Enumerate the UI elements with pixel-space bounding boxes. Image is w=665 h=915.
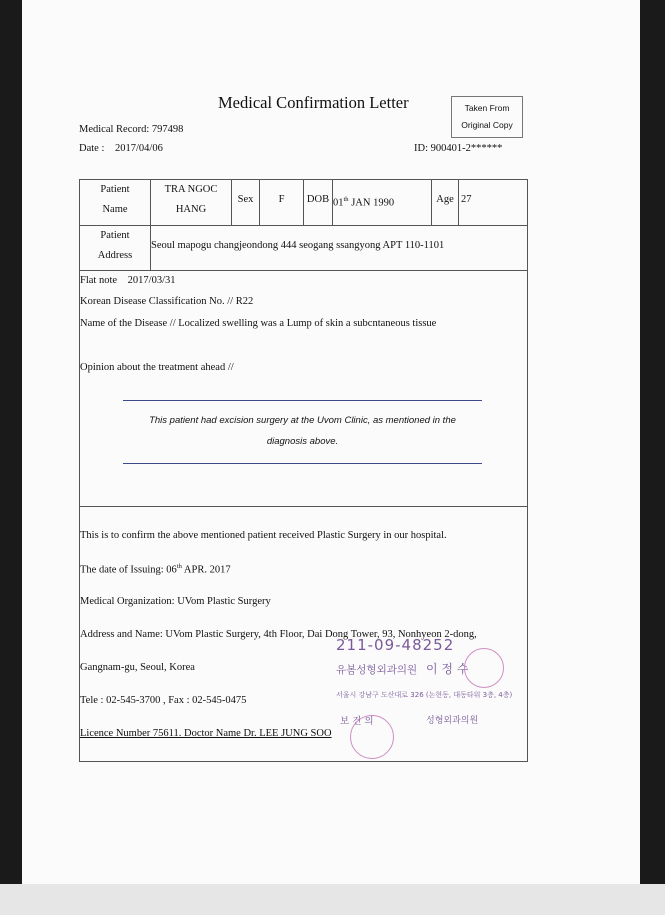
medical-record [79, 124, 183, 135]
date-label: Date : [79, 143, 105, 154]
divider-col-age [458, 179, 459, 225]
patient-address: Seoul mapogu changjeondong 444 seogang ssangyong APT 110-1101 [151, 240, 445, 251]
document-date [79, 143, 163, 154]
issue-date-label: The date of Issuing: 06 [80, 564, 177, 576]
viewer-bottom-bar [0, 884, 665, 915]
sex-value: F [278, 194, 285, 205]
id-value: 900401-2****** [430, 143, 503, 154]
dob-value [333, 190, 405, 214]
dob-day: 01 [333, 197, 344, 209]
divider-row-2 [79, 270, 528, 271]
patient-name-label-line2: Name [102, 204, 128, 215]
document-title: Medical Confirmation Letter [218, 93, 409, 112]
stamp-footer-right: 성형외과의원 [426, 716, 479, 726]
patient-name-line2: HANG [175, 204, 207, 215]
patient-address-label-line1: Patient [100, 230, 130, 241]
copy-stamp-line1: Taken From [464, 103, 510, 113]
stamp-footer-left: 보 건 의 [340, 716, 374, 727]
patient-id [414, 143, 502, 154]
issue-date-suffix: th [176, 563, 182, 570]
licence-doctor: Licence Number 75611. Doctor Name Dr. LEE JUNG SOO [80, 728, 332, 739]
flat-note-value: 2017/03/31 [127, 275, 176, 286]
clinic-address-line1: Address and Name: UVom Plastic Surgery, 4th Floor, Dai Dong Tower, 93, Nonhyeon 2-dong, [80, 629, 477, 640]
issue-date-rest: APR. 2017 [183, 564, 231, 576]
disease-name: Name of the Disease // Localized swelling was a Lump of skin a subcntaneous tissue [80, 318, 437, 329]
medical-organization: Medical Organization: UVom Plastic Surgery [80, 596, 271, 607]
medical-record-value: 797498 [151, 124, 184, 135]
clinic-contact: Tele : 02-545-3700 , Fax : 02-545-0475 [80, 695, 247, 706]
opinion-bottom-rule [123, 463, 482, 464]
age-label: Age [436, 194, 454, 205]
issue-date [80, 563, 231, 576]
dob-label: DOB [306, 194, 330, 205]
director-seal-icon [464, 648, 504, 688]
copy-stamp-line2: Original Copy [461, 120, 513, 130]
stamp-director-korean: 이 정 수 [426, 662, 469, 676]
patient-name-line1: TRA NGOC [164, 184, 218, 195]
sex-label: Sex [237, 194, 254, 205]
disease-classification: Korean Disease Classification No. // R22 [80, 296, 254, 307]
clinic-address-line2: Gangnam-gu, Seoul, Korea [80, 662, 195, 673]
opinion-top-rule [123, 400, 482, 401]
dob-suffix: th [343, 196, 349, 203]
stamp-clinic-korean: 유봄성형외과의원 [336, 664, 418, 676]
medical-record-label: Medical Record: [79, 124, 150, 135]
patient-address-label-line2: Address [97, 250, 133, 261]
stamp-registration-number: 211-09-48252 [336, 636, 455, 654]
opinion-line1: This patient had excision surgery at the Uvom Clinic, as mentioned in the [149, 415, 456, 426]
flat-note-label: Flat note [80, 275, 118, 286]
patient-address-label [80, 226, 150, 266]
patient-name-label-line1: Patient [100, 184, 130, 195]
copy-stamp-box [451, 96, 523, 138]
stamp-address-korean: 서울시 강남구 도산대로 326 (논현동, 대동타워 3층, 4층) [336, 691, 513, 699]
confirmation-statement: This is to confirm the above mentioned patient received Plastic Surgery in our hospital. [80, 530, 447, 541]
dob-rest: JAN 1990 [351, 197, 395, 209]
divider-row-3 [79, 506, 528, 507]
patient-name-label [80, 180, 150, 220]
age-value: 27 [461, 194, 472, 205]
id-label: ID: [414, 143, 428, 154]
opinion-label: Opinion about the treatment ahead // [80, 362, 234, 373]
patient-name [151, 180, 231, 220]
flat-note [80, 275, 176, 286]
clinic-seal-icon [350, 715, 394, 759]
date-value: 2017/04/06 [115, 143, 163, 154]
opinion-line2: diagnosis above. [266, 436, 339, 447]
